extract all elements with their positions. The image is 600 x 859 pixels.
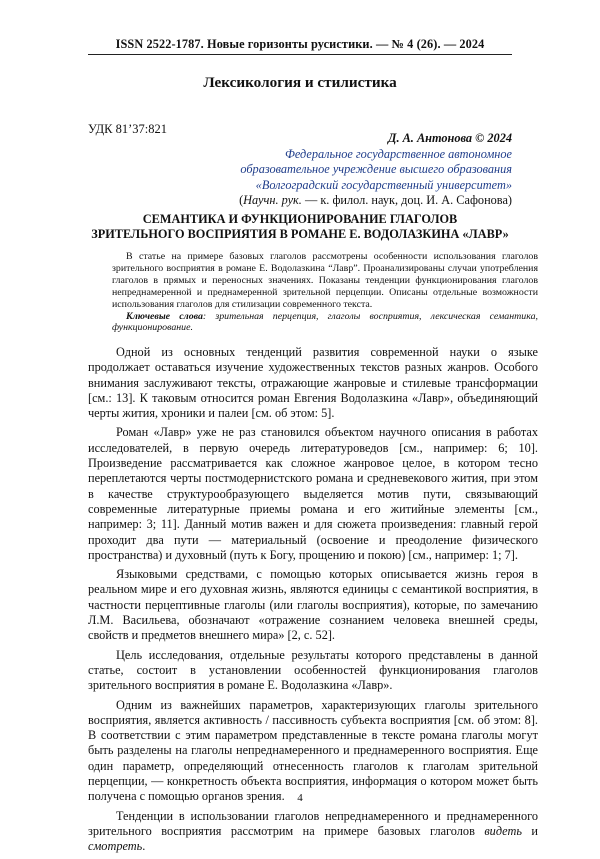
paragraph-4: Цель исследования, отдельные результаты которого представлены в данной статье, состоит в установлении особенностей функционирования глаголов зрительного восприятия в романе Е. Водолазкина «Лавр».: [88, 647, 538, 693]
keywords-list: : зрительная перцепция, глаголы восприятия, лексическая семантика, функционирование.: [112, 310, 538, 334]
section-title: Лексикология и стилистика: [203, 74, 397, 91]
paragraph-1: Одной из основных тенденций развития современной науки о языке продолжает оставаться изучение художественных текстов разных жанров. Особого внимания заслуживают тексты, отражающие жанровые и стилевые трансформации [см.: 13]. К таковым относится роман Евгения Водолазкина «Лавр», объединяющий черты жития, хроники и палеи [см. об этом: 5].: [88, 345, 538, 421]
article-title-line-1: СЕМАНТИКА И ФУНКЦИОНИРОВАНИЕ ГЛАГОЛОВ: [142, 212, 458, 226]
article-body: [88, 345, 538, 859]
affiliation-line-1: Федеральное государственное автономное: [284, 146, 512, 161]
paragraph-2: Роман «Лавр» уже не раз становился объектом научного описания в работах исследователей, в первую очередь литературоведов [см., например: 6; 10]. Произведение рассматривается как сложное жанровое целое, в котором тесно переплетаются черты постмодернистского романа и средневекового жития, при этом в качестве структурообразующего выделяется мотив пути, связывающий современные литературные приемы романа и его житийные элементы [см., например: 3; 11]. Данный мотив важен и для сюжета произведения: главный герой проходит два пути — материальный (освоение и преодоление физического пространства) и духовный (путь к Богу, прощению и покою) [см., например: 1; 7].: [88, 425, 538, 562]
abstract-text: В статье на примере базовых глаголов рассмотрены особенности использования глаголов зрительного восприятия в романе Е. Водолазкина “Лавр”. Проанализированы случаи употребления глаголов в прямых и переносных значениях. Показаны тенденции функционирования глаголов непреднамеренной и преднамеренной зрительной перцепции. Описаны отдельные возможности использования глаголов для стилизации современного текста.: [112, 251, 538, 310]
supervisor-open: (: [239, 193, 244, 208]
header-rule: [88, 54, 512, 55]
supervisor: [152, 193, 512, 209]
journal-header: ISSN 2522-1787. Новые горизонты русистики. — № 4 (26). — 2024: [115, 37, 485, 51]
paragraph-6-and: и: [521, 823, 538, 838]
author-name: Д. А. Антонова © 2024: [388, 131, 512, 145]
keywords-label: Ключевые слова: [126, 310, 203, 322]
article-title-line-2: ЗРИТЕЛЬНОГО ВОСПРИЯТИЯ В РОМАНЕ Е. ВОДОЛАЗКИНА «ЛАВР»: [91, 227, 509, 241]
verb-smotret: смотреть: [88, 839, 143, 854]
page-number: 4: [297, 792, 303, 804]
paragraph-5: Одним из важнейших параметров, характеризующих глаголы зрительного восприятия, является активность / пассивность субъекта восприятия [см. об этом: 8]. В соответствии с этим параметром представленные в тексте романа глаголы могут быть разделены на глаголы непреднамеренного и преднамеренного восприятия. Еще один параметр, определяющий отнесенность глаголов к глаголам зрительной перцепции, — конкретность объекта восприятия, информация о котором может быть получена с помощью органов зрения.: [88, 697, 538, 804]
affiliation-line-2: образовательное учреждение высшего образования: [240, 162, 512, 177]
supervisor-label: Научн. рук.: [243, 193, 302, 208]
verb-videt: видеть: [484, 823, 522, 838]
article-title: [88, 212, 512, 242]
affiliation-line-3: «Волгоградский государственный университет»: [255, 177, 512, 192]
paragraph-6-start: Тенденции в использовании глаголов непреднамеренного и преднамеренного зрительного восприятия рассмотрим на примере базовых глаголов: [88, 808, 538, 838]
author-block: [152, 131, 512, 209]
paragraph-6-end: .: [142, 839, 146, 854]
keywords: [112, 311, 538, 335]
supervisor-text: — к. филол. наук, доц. И. А. Сафонова): [301, 193, 512, 208]
abstract: [112, 251, 538, 334]
udk-code: УДК 81’37:821: [88, 122, 167, 136]
paragraph-3: Языковыми средствами, с помощью которых описывается жизнь героя в реальном мире и его духовная жизнь, являются единицы с семантикой восприятия, в частности перцептивные глаголы (или глаголы восприятия), которые, по замечанию Л.М. Васильева, обозначают «отражение сознанием человека внешней среды, свойств и предметов внешнего мира» [2, с. 52].: [88, 567, 538, 643]
